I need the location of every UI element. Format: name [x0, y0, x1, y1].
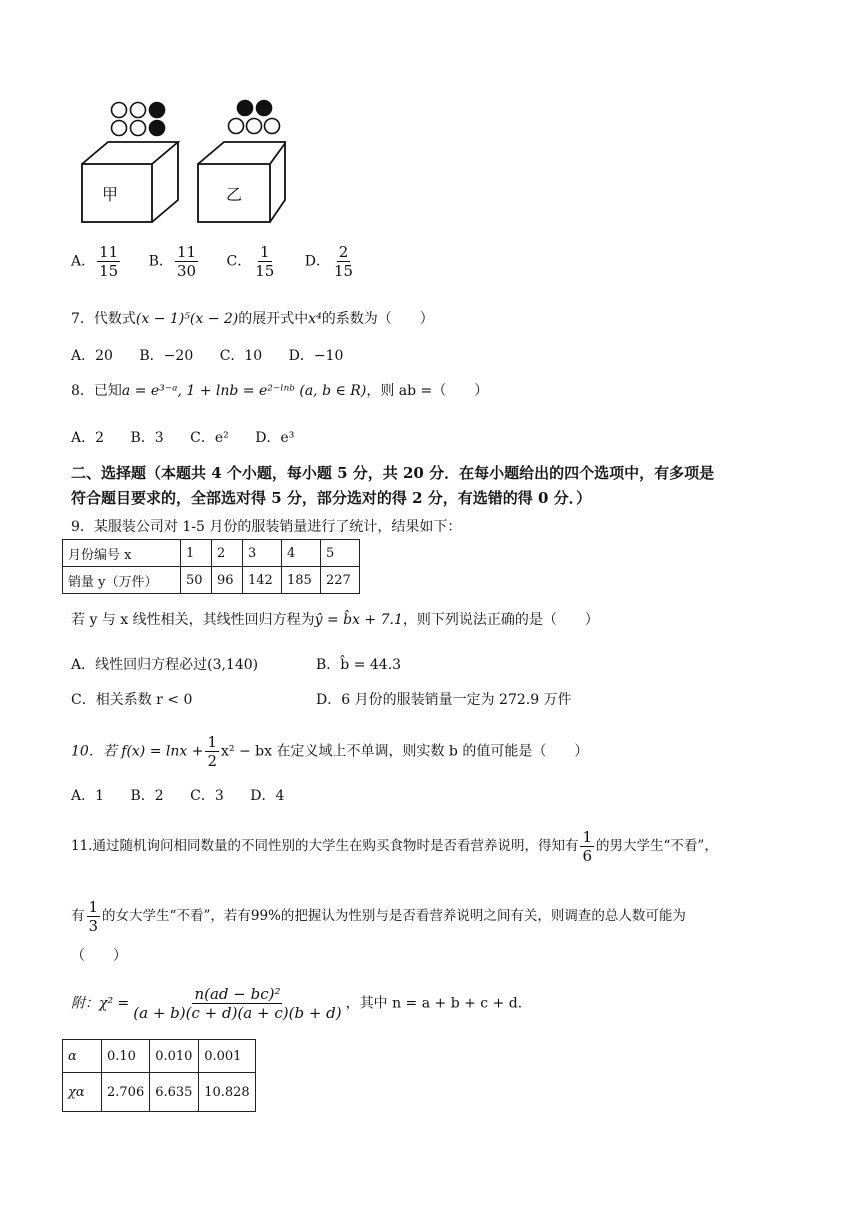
q6-options [71, 243, 379, 280]
table-cell: 销量 y（万件） [63, 567, 181, 594]
ball-black [238, 101, 253, 116]
ball-black [257, 101, 272, 116]
table-cell: 2.706 [102, 1073, 150, 1112]
table-cell: 0.010 [150, 1040, 199, 1073]
q7-stem: 7．代数式(x − 1)⁵(x − 2)的展开式中x⁴的系数为（ ） [71, 311, 434, 327]
table-cell: χα [63, 1073, 102, 1112]
table-cell: 10.828 [199, 1073, 256, 1112]
q9-option-a: A．线性回归方程必过(3,140) [71, 657, 259, 673]
q8-stem: 8．已知a = e³⁻ᵃ, 1 + lnb = e²⁻ˡⁿᵇ (a, b ∈ R)，则 ab =（ ） [71, 383, 489, 399]
ball-white [112, 103, 127, 118]
q9-table [62, 539, 360, 594]
table-row [63, 567, 360, 594]
ball-white [265, 119, 280, 134]
q9-option-b: B．b̂ = 44.3 [316, 657, 402, 673]
table-cell: 0.001 [199, 1040, 256, 1073]
q6-option-c: C． $\frac{1}{15}$ [226, 243, 275, 280]
ball-white [112, 121, 127, 136]
q6-option-d: D． $\frac{2}{15}$ [304, 243, 354, 280]
q11-line3: （ ） [71, 948, 127, 964]
q9-condition: 若 y 与 x 线性相关，其线性回归方程为ŷ = b̂x + 7.1，则下列说法正确的是（ ） [71, 612, 599, 628]
ball-white [131, 121, 146, 136]
q6-option-a: A． $\frac{11}{15}$ [71, 243, 119, 280]
table-cell: 6.635 [150, 1073, 199, 1112]
table-cell: 142 [243, 567, 282, 594]
q10-option-b: B．2 [130, 788, 164, 804]
table-cell: 5 [321, 540, 360, 567]
table-cell: 96 [212, 567, 243, 594]
q9-option-c: C．相关系数 r < 0 [71, 692, 193, 708]
q9-option-d: D．6 月份的服装销量一定为 272.9 万件 [316, 692, 572, 708]
table-cell: α [63, 1040, 102, 1073]
q11-line1: 11.通过随机询问相同数量的不同性别的大学生在购买食物时是否看营养说明，得知有 $\frac{1}{6}$ 的男大学生“不看”， [71, 828, 718, 865]
q8-option-a: A．2 [71, 430, 105, 446]
table-row [63, 1073, 256, 1112]
box-left-balls [112, 103, 165, 136]
q11-formula-note: 附：χ² = $\frac{\text{n(ad − bc)²}}{(a + b)(c + d)(a + c)(b + d)}$ ，其中 n = a + b + c + d． [71, 985, 532, 1022]
box-right [198, 142, 286, 222]
ball-white [131, 103, 146, 118]
q10-option-d: D．4 [250, 788, 285, 804]
q8-option-d: D．e³ [255, 430, 295, 446]
table-cell: 50 [181, 567, 212, 594]
q11-table [62, 1039, 256, 1112]
table-row [63, 1040, 256, 1073]
q7-option-b: B．−20 [139, 348, 194, 364]
q10-stem: 10．若 f(x) = lnx + $\frac{1}{2}$ x² − bx 在定义域上不单调，则实数 b 的值可能是（ ） [71, 733, 589, 770]
ball-black [150, 121, 165, 136]
section2-heading-line2: 符合题目要求的，全部选对得 5 分，部分选对的得 2 分，有选错的得 0 分．） [71, 489, 592, 507]
balls-boxes-figure [76, 96, 286, 226]
q11-line2: 有 $\frac{1}{3}$ 的女大学生“不看”，若有99%的把握认为性别与是否看营养说明之间有关，则调查的总人数可能为 [71, 898, 686, 935]
ball-black [150, 103, 165, 118]
q8-option-c: C．e² [190, 430, 229, 446]
table-cell: 月份编号 x [63, 540, 181, 567]
box-right-label: 乙 [225, 185, 243, 204]
q10-options [71, 786, 306, 806]
q9-stem: 9．某服装公司对 1-5 月份的服装销量进行了统计，结果如下： [71, 519, 462, 535]
q7-option-c: C．10 [219, 348, 263, 364]
table-cell: 227 [321, 567, 360, 594]
section2-heading-line1: 二、选择题（本题共 4 个小题，每小题 5 分，共 20 分．在每小题给出的四个选项中，有多项是 [71, 464, 715, 482]
q8-options [71, 428, 316, 448]
q10-option-a: A．1 [71, 788, 105, 804]
table-cell: 0.10 [102, 1040, 150, 1073]
ball-white [229, 119, 244, 134]
q6-option-b: B． $\frac{11}{30}$ [148, 243, 197, 280]
q7-options [71, 346, 365, 366]
table-cell: 4 [282, 540, 321, 567]
ball-white [247, 119, 262, 134]
table-cell: 185 [282, 567, 321, 594]
table-cell: 3 [243, 540, 282, 567]
table-row [63, 540, 360, 567]
table-cell: 2 [212, 540, 243, 567]
table-cell: 1 [181, 540, 212, 567]
q7-option-d: D．−10 [288, 348, 344, 364]
q8-option-b: B．3 [130, 430, 164, 446]
box-left [82, 142, 178, 222]
box-left-label: 甲 [101, 185, 119, 204]
q7-option-a: A．20 [71, 348, 113, 364]
q10-option-c: C．3 [190, 788, 224, 804]
box-right-balls [229, 101, 280, 134]
